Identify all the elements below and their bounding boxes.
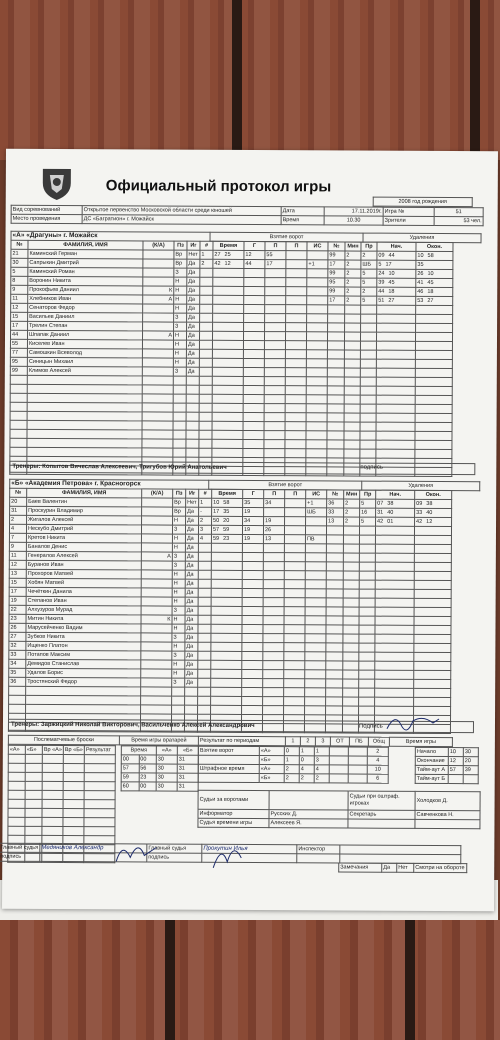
- period-row: Штрафное время «А» 2 4 4 10: [198, 764, 388, 774]
- page-title: Официальный протокол игры: [105, 177, 332, 196]
- game-time-table: Начало 10 30 Окончание 12 20 Тайм-аут А 57 39 Тайм-аут Б: [415, 747, 479, 784]
- player-row: 15 Хобян Матвей Н Да: [9, 578, 451, 589]
- player-row: 35 Удалов Борис Н Да: [9, 668, 451, 679]
- player-row: 2 Жигалов Алексей Н Да 2 50 20 34 19 13 2 5 42 01 42 12: [10, 515, 452, 526]
- player-row: 32 Ищенко Платон Н Да: [9, 641, 451, 652]
- player-row: 30 Сапрыкин Дмитрий Вр Да 2 42 12 44 17 +1 17 2 ШБ 5 17 35: [11, 258, 453, 269]
- player-row: 23 Митин Никита К Н Да: [9, 614, 451, 625]
- team-a-table: № ФАМИЛИЯ, ИМЯ (К/А) Пз Иг # Время Г П П ИС № Мин Пр Нач. Окон. 21 Каминский Герман Вр Нет 1 27 25 12 55 99 2 2 09 44 10 58 30 Сапрыкин Дмитрий Вр Да 2 42 12 44 17 +1 17 2 ШБ 5 17 35 5 Каминский Роман З Да 99 2 5 24 10 26 10 8 Воронин Никита Н Да 95 2 5 39 45 41 45 9 Прокофьев Даниил К Н Да 99 2 2 44 18 46 18 11 Хлебников Иван А Н Да 17 2 5 51 27 53 27 12 Сенаторов Федор Н Да 15 Васильев Даниил З Да 17 Трелин Степан З Да 44 Шпапак Даниил А Н Да 55 Киселев Иван Н Да 77 Самошкин Всеволод Н Да 95 Синицын Михаил Н Да 99 Климов Алексей З Да: [9, 240, 453, 477]
- bottom-headers: Послематчевые броски Время игры вратарей Результат по периодам 1 2 3 ОТ ПБ Общ Время игры: [8, 735, 453, 747]
- meta-table-main: Вид соревнований Открытое первенство Московской области среди юношей Дата 17.11.2019г. Игра № 51 Место проведения ДС «Багратион» г. Можайск Время 10.30 Зрители 53 чел.: [12, 206, 482, 225]
- player-row: 8 Воронин Никита Н Да 95 2 5 39 45 41 45: [11, 276, 453, 287]
- player-row: 12 Сенаторов Федор Н Да: [11, 303, 453, 314]
- player-row: 19 Степанов Иван Н Да: [9, 596, 451, 607]
- judge2-signature-icon: [207, 838, 247, 872]
- gk-row: 59 23 30 31: [121, 773, 198, 782]
- player-row: 36 Тростянский Федор З Да: [9, 677, 451, 688]
- judge-signature-icon: [112, 837, 162, 867]
- gk-row: 60 00 30 31: [121, 782, 198, 791]
- team-a-podpis: подпись: [360, 464, 384, 471]
- player-row: 12 Буранов Иван З Да: [9, 560, 451, 571]
- goalie-time-table: Время «А» «Б» 00 00 30 31 57 56 30 31 59 23 30 31 60 00 30 31: [121, 745, 199, 791]
- player-row: 5 Каминский Роман З Да 99 2 5 24 10 26 10: [11, 267, 453, 278]
- player-row: 27 Зубков Никита З Да: [9, 632, 451, 643]
- wood-background-top: [0, 0, 500, 160]
- team-a-header: «А» «Драгуны» г. Можайск Взятие ворот Удаления: [11, 231, 482, 243]
- judges-table: Судьи за воротами Судьи при оштраф. игроках Холодков Д. Информатор Русских Д. Секретарь Савченкова Н. Судья времени игры Алексеев Я.: [197, 790, 480, 829]
- main-judge-table: Главный судья Медяников Александр Главный судья Прокутин Илья Инспектор подпись подпись: [0, 843, 461, 864]
- player-row: 15 Васильев Даниил З Да: [11, 312, 453, 323]
- shootout-table: «А» «Б» Вр «А» Вр «Б» Результат: [7, 745, 116, 864]
- player-row: 22 Алхузуров Мурад З Да: [9, 605, 451, 616]
- player-row: 17 Трелин Степан З Да: [11, 321, 453, 332]
- team-b-table: № ФАМИЛИЯ, ИМЯ (К/А) Пз Иг # Время Г П П ИС № Мин Пр Нач. Окон. 20 Баев Валентин Вр Нет 1 10 58 35 34 +1 36 2 5 07 38 09 38 31 Проскурин Владимир Вр Да - 17 35 19 ШБ 33 2 16 31 40 33 40 2 Жигалов Алексей Н Да 2 50 20 34 19 13 2 5 42 01 42 12 4 Нескубо Дмитрий З Да 3 57 59 19 26 7 Кретов Никита Н Да 4 59 23 19 13 ПВ 9 Баналов Денис Н Да 11 Генералов Алексей А З Да 12 Буранов Иван З Да 13 Прохоров Матвей Н Да 15 Хобян Матвей Н Да 17 Чечёткин Данила Н Да 19 Степанов Иван Н Да 22 Алхузуров Мурад З Да 23 Митин Никита К Н Да 26 Марусейченко Вадим Н Да 27 Зубков Никита З Да 32 Ищенко Платон Н Да 33 Потапов Максим З Да 34 Демидов Станислав Н Да 35 Удалов Борис Н Да 36 Тростянский Федор З Да: [8, 488, 452, 734]
- team-a-coaches: Тренеры: Копытов Вячеслав Алексеевич, Тригубов Юрий Анатольевич: [9, 461, 475, 475]
- player-row: 13 Прохоров Матвей Н Да: [9, 569, 451, 580]
- meta-table: 2008 год рождения: [11, 195, 473, 207]
- player-row: 17 Чечёткин Данила Н Да: [9, 587, 451, 598]
- player-row: 99 Климов Алексей З Да: [10, 366, 452, 377]
- gk-row: 57 56 30 31: [121, 764, 198, 773]
- period-row: «Б» 2 2 2 6: [198, 773, 388, 783]
- protocol-sheet: [2, 149, 498, 912]
- player-row: 44 Шпапак Даниил А Н Да: [10, 330, 452, 341]
- period-row: «Б» 1 0 3 4: [198, 755, 388, 765]
- player-row: 34 Демидов Станислав Н Да: [9, 659, 451, 670]
- coach-signature-icon: [383, 711, 443, 735]
- player-row: 9 Баналов Денис Н Да: [9, 542, 451, 553]
- player-row: 11 Хлебников Иван А Н Да 17 2 5 51 27 53 27: [11, 294, 453, 305]
- player-row: 31 Проскурин Владимир Вр Да - 17 35 19 ШБ 33 2 16 31 40 33 40: [10, 506, 452, 517]
- player-row: 26 Марусейченко Вадим Н Да: [9, 623, 451, 634]
- gk-row: 00 00 30 31: [121, 755, 198, 764]
- player-row: 55 Киселев Иван Н Да: [10, 339, 452, 350]
- team-b-coaches: Тренеры: Заржицкий Николай Викторович, Васильченко Алексей Александрович: [8, 719, 474, 733]
- player-row: 11 Генералов Алексей А З Да: [9, 551, 451, 562]
- player-row: 95 Синицын Михаил Н Да: [10, 357, 452, 368]
- remarks-table: Замечания Да Нет Смотри на обороте: [338, 862, 467, 873]
- player-row: 33 Потапов Максим З Да: [9, 650, 451, 661]
- team-b-podpis: Подпись: [358, 723, 383, 730]
- player-row: 21 Каминский Герман Вр Нет 1 27 25 12 55 99 2 2 09 44 10 58: [11, 249, 453, 260]
- wood-background-bottom: [0, 920, 500, 1040]
- player-row: 77 Самошкин Всеволод Н Да: [10, 348, 452, 359]
- period-row: Взятие ворот «А» 0 1 1 2: [198, 746, 388, 756]
- player-row: 7 Кретов Никита Н Да 4 59 23 19 13 ПВ: [9, 533, 451, 544]
- player-row: 9 Прокофьев Даниил К Н Да 99 2 2 44 18 46 18: [11, 285, 453, 296]
- periods-table: [198, 746, 389, 784]
- player-row: 20 Баев Валентин Вр Нет 1 10 58 35 34 +1 36 2 5 07 38 09 38: [10, 497, 452, 508]
- team-b-header: «Б» «Академия Петрова» г. Красногорск Взятие ворот Удаления: [9, 479, 480, 491]
- player-row: 4 Нескубо Дмитрий З Да 3 57 59 19 26: [9, 524, 451, 535]
